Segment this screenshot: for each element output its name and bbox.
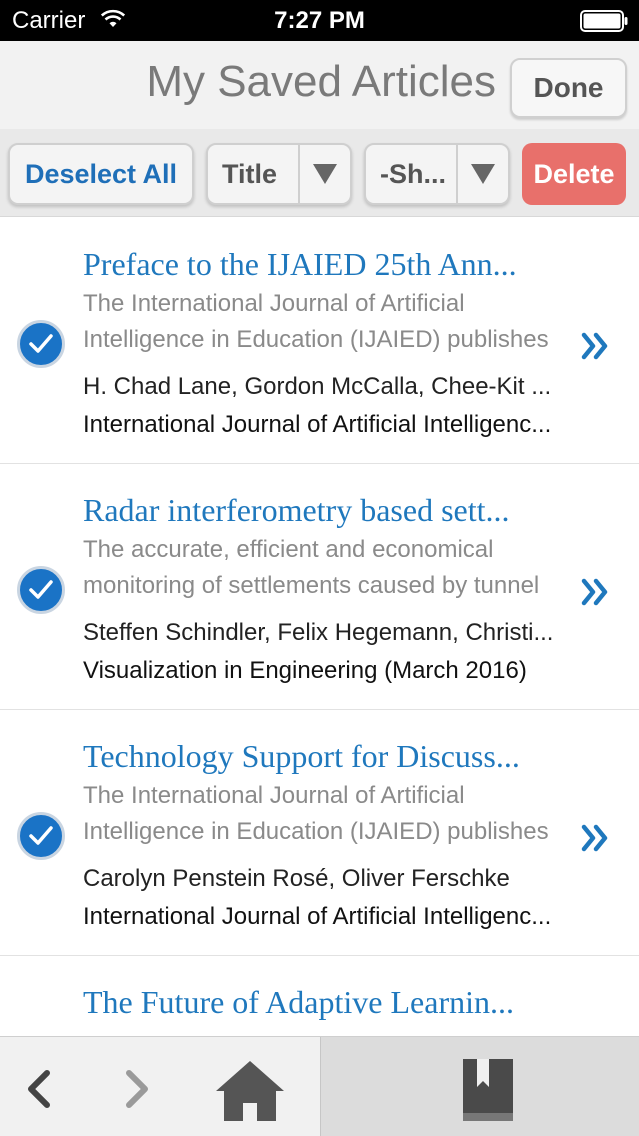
article-source: International Journal of Artificial Intelligenc...: [83, 903, 552, 930]
article-title[interactable]: Technology Support for Discuss...: [83, 738, 520, 774]
double-chevron-right-icon[interactable]: [580, 822, 612, 854]
article-abstract: The accurate, efficient and economical monitoring of settlements caused by tunnel: [83, 536, 540, 599]
done-button[interactable]: Done: [510, 58, 627, 118]
selected-checkbox[interactable]: [17, 566, 65, 614]
article-source: International Journal of Artificial Intelligenc...: [83, 411, 552, 438]
article-authors: Carolyn Penstein Rosé, Oliver Ferschke: [83, 865, 510, 892]
article-source: Visualization in Engineering (March 2016): [83, 657, 527, 684]
article-abstract: The International Journal of Artificial Intelligence in Education (IJAIED) publishes: [83, 290, 549, 353]
clock-time: 7:27 PM: [274, 7, 365, 34]
bottom-nav-left: [0, 1037, 320, 1136]
page-title: My Saved Articles: [146, 57, 496, 106]
double-chevron-right-icon[interactable]: [580, 576, 612, 608]
bottom-nav-bar: [0, 1036, 639, 1136]
article-title[interactable]: The Future of Adaptive Learnin...: [83, 984, 514, 1020]
delete-button[interactable]: Delete: [522, 143, 626, 205]
article-row[interactable]: [0, 218, 639, 464]
sort-field-value: Title: [222, 158, 278, 189]
article-abstract: [83, 1024, 563, 1036]
bottom-nav-right: [320, 1037, 639, 1136]
status-bar: [0, 0, 639, 41]
article-authors: Steffen Schindler, Felix Hegemann, Christi...: [83, 619, 554, 646]
battery-icon: [580, 10, 628, 32]
article-authors: H. Chad Lane, Gordon McCalla, Chee-Kit ...: [83, 373, 552, 400]
carrier-label: Carrier: [12, 7, 86, 34]
edit-toolbar: [0, 129, 639, 217]
double-chevron-right-icon[interactable]: [580, 330, 612, 362]
back-arrow-icon[interactable]: [22, 1067, 56, 1111]
home-icon[interactable]: [214, 1059, 286, 1123]
article-title[interactable]: Preface to the IJAIED 25th Ann...: [83, 246, 517, 282]
checkmark-icon: [28, 825, 54, 847]
sort-field-select[interactable]: [206, 143, 352, 205]
dropdown-triangle-icon: [456, 145, 508, 203]
nav-header: [0, 41, 639, 129]
checkmark-icon: [28, 579, 54, 601]
sort-order-select[interactable]: [364, 143, 510, 205]
article-row[interactable]: [0, 464, 639, 710]
selected-checkbox[interactable]: [17, 812, 65, 860]
article-row[interactable]: [0, 710, 639, 956]
article-abstract: The International Journal of Artificial Intelligence in Education (IJAIED) publishes: [83, 782, 549, 845]
selected-checkbox[interactable]: [17, 320, 65, 368]
deselect-all-button[interactable]: Deselect All: [8, 143, 194, 205]
forward-arrow-icon[interactable]: [120, 1067, 154, 1111]
article-row[interactable]: [0, 956, 639, 1036]
checkmark-icon: [28, 333, 54, 355]
sort-order-value: -Sh...: [380, 158, 446, 189]
bookmark-book-icon[interactable]: [461, 1057, 515, 1123]
article-title[interactable]: Radar interferometry based sett...: [83, 492, 510, 528]
saved-articles-list[interactable]: [0, 218, 639, 1036]
dropdown-triangle-icon: [298, 145, 350, 203]
